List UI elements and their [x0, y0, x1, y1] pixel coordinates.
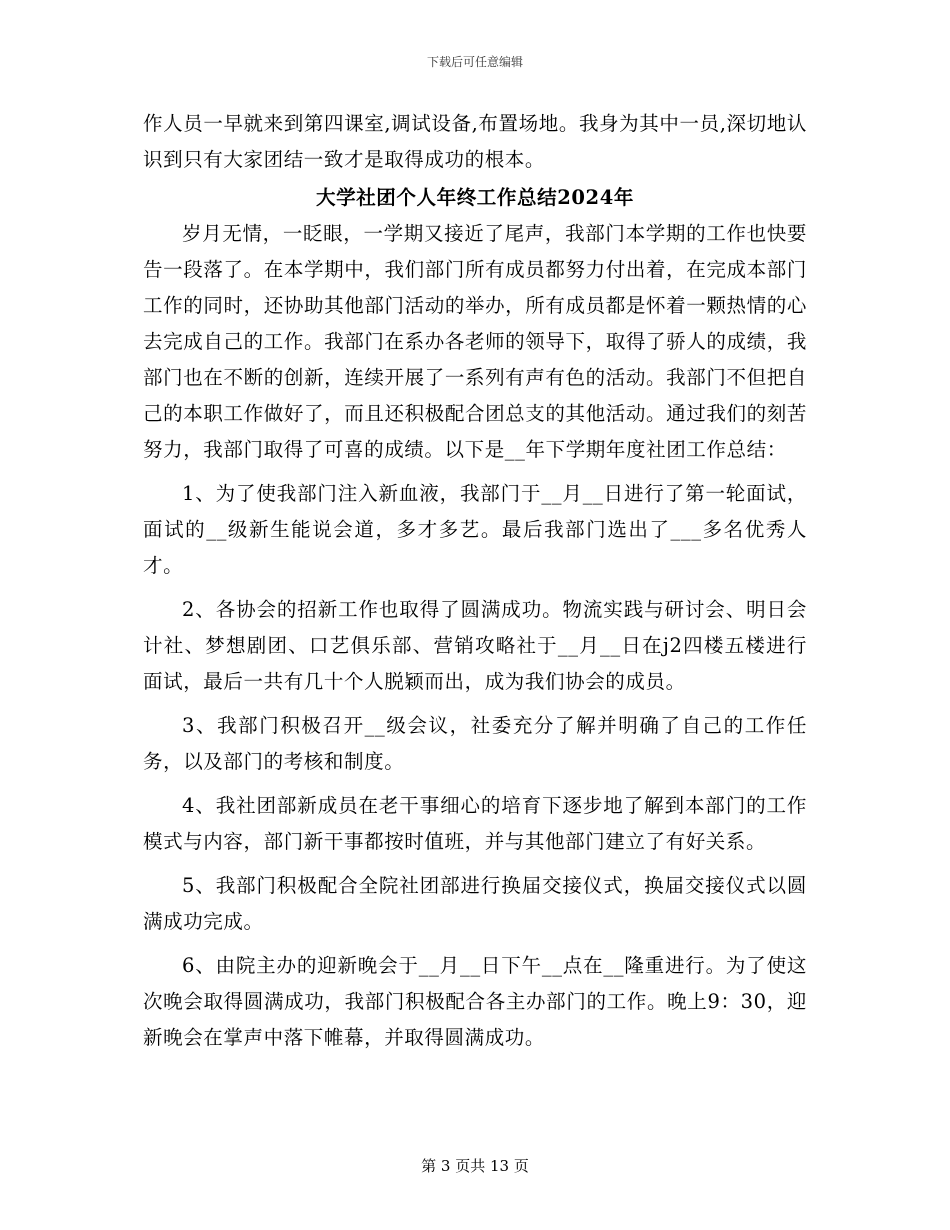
list-item: 3、我部门积极召开__级会议，社委充分了解并明确了自己的工作任务，以及部门的考核和制度。: [143, 714, 807, 773]
list-item: 5、我部门积极配合全院社团部进行换届交接仪式，换届交接仪式以圆满成功完成。: [143, 874, 807, 933]
list-item: 6、由院主办的迎新晚会于__月__日下午__点在__隆重进行。为了使这次晚会取得圆满成功，我部门积极配合各主办部门的工作。晚上9：30，迎新晚会在掌声中落下帷幕，并取得圆满成功。: [143, 954, 807, 1049]
carryover-paragraph: 作人员一早就来到第四课室,调试设备,布置场地。我身为其中一员,深切地认识到只有大家团结一致才是取得成功的根本。: [143, 112, 807, 171]
list-item: 4、我社团部新成员在老干事细心的培育下逐步地了解到本部门的工作模式与内容，部门新干事都按时值班，并与其他部门建立了有好关系。: [143, 794, 807, 853]
page-header-note: 下载后可任意编辑: [426, 55, 523, 69]
list-item: 1、为了使我部门注入新血液，我部门于__月__日进行了第一轮面试，面试的__级新生能说会道，多才多艺。最后我部门选出了___多名优秀人才。: [143, 482, 807, 577]
list-item: 2、各协会的招新工作也取得了圆满成功。物流实践与研讨会、明日会计社、梦想剧团、口艺俱乐部、营销攻略社于__月__日在j2四楼五楼进行面试，最后一共有几十个人脱颖而出，成为我们协会的成员。: [143, 598, 807, 693]
page-number: 第 3 页共 13 页: [421, 1157, 529, 1175]
document-body: [143, 106, 807, 1056]
document-title: 大学社团个人年终工作总结2024年: [316, 186, 634, 209]
intro-paragraph: 岁月无情，一眨眼，一学期又接近了尾声，我部门本学期的工作也快要告一段落了。在本学期中，我们部门所有成员都努力付出着，在完成本部门工作的同时，还协助其他部门活动的举办，所有成员都是怀着一颗热情的心去完成自己的工作。我部门在系办各老师的领导下，取得了骄人的成绩，我部门也在不断的创新，连续开展了一系列有声有色的活动。我部门不但把自己的本职工作做好了，而且还积极配合团总支的其他活动。通过我们的刻苦努力，我部门取得了可喜的成绩。以下是__年下学期年度社团工作总结：: [143, 222, 807, 461]
